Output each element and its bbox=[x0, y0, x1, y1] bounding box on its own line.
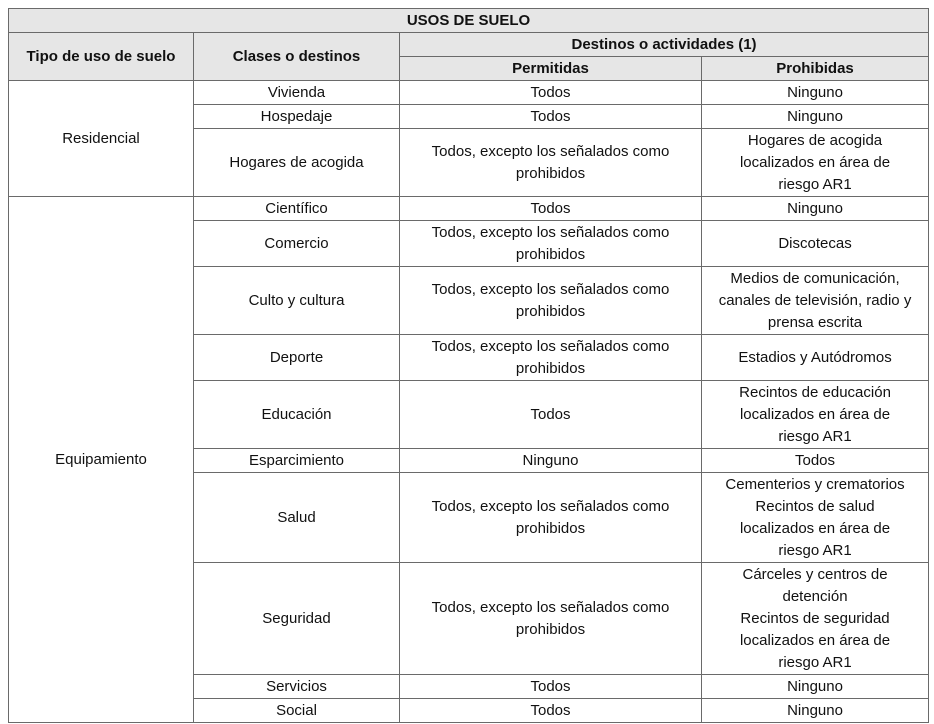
cell-prohibidas bbox=[702, 335, 929, 381]
cell-line: Ninguno bbox=[787, 701, 843, 719]
cell-prohibidas bbox=[702, 129, 929, 197]
cell-line: prohibidos bbox=[515, 519, 586, 537]
cell-line: Todos, excepto los señalados como bbox=[431, 598, 670, 616]
cell-clase: Social bbox=[194, 699, 400, 723]
header-clases: Clases o destinos bbox=[194, 33, 400, 81]
cell-line: prohibidos bbox=[515, 359, 586, 377]
cell-clase: Vivienda bbox=[194, 81, 400, 105]
cell-prohibidas bbox=[702, 449, 929, 473]
cell-prohibidas bbox=[702, 381, 929, 449]
cell-prohibidas bbox=[702, 699, 929, 723]
table-row bbox=[9, 197, 929, 221]
cell-line: riesgo AR1 bbox=[778, 653, 852, 671]
cell-line: Todos, excepto los señalados como bbox=[431, 142, 670, 160]
cell-prohibidas bbox=[702, 81, 929, 105]
cell-prohibidas bbox=[702, 473, 929, 563]
cell-clase: Deporte bbox=[194, 335, 400, 381]
cell-line: Todos bbox=[530, 405, 571, 423]
cell-clase: Seguridad bbox=[194, 563, 400, 675]
cell-line: detención bbox=[782, 587, 848, 605]
cell-clase: Educación bbox=[194, 381, 400, 449]
cell-permitidas bbox=[400, 675, 702, 699]
cell-clase: Hospedaje bbox=[194, 105, 400, 129]
cell-line: Ninguno bbox=[787, 83, 843, 101]
cell-permitidas bbox=[400, 473, 702, 563]
cell-line: prensa escrita bbox=[767, 313, 863, 331]
cell-line: Todos, excepto los señalados como bbox=[431, 497, 670, 515]
cell-line: canales de televisión, radio y bbox=[718, 291, 912, 309]
cell-clase: Esparcimiento bbox=[194, 449, 400, 473]
cell-prohibidas bbox=[702, 105, 929, 129]
cell-clase: Servicios bbox=[194, 675, 400, 699]
header-destinos: Destinos o actividades (1) bbox=[400, 33, 929, 57]
cell-line: Recintos de salud bbox=[755, 497, 875, 515]
cell-permitidas bbox=[400, 699, 702, 723]
cell-line: Estadios y Autódromos bbox=[738, 348, 892, 366]
cell-line: Cementerios y crematorios bbox=[725, 475, 905, 493]
cell-prohibidas bbox=[702, 197, 929, 221]
header-prohibidas: Prohibidas bbox=[702, 57, 929, 81]
cell-line: Todos, excepto los señalados como bbox=[431, 337, 670, 355]
cell-line: Ninguno bbox=[787, 199, 843, 217]
cell-prohibidas bbox=[702, 267, 929, 335]
cell-prohibidas bbox=[702, 563, 929, 675]
cell-line: Ninguno bbox=[787, 677, 843, 695]
cell-line: Todos, excepto los señalados como bbox=[431, 223, 670, 241]
cell-prohibidas bbox=[702, 221, 929, 267]
cell-line: prohibidos bbox=[515, 620, 586, 638]
cell-line: Discotecas bbox=[778, 234, 852, 252]
cell-clase: Salud bbox=[194, 473, 400, 563]
header-permitidas: Permitidas bbox=[400, 57, 702, 81]
cell-line: prohibidos bbox=[515, 164, 586, 182]
cell-line: Todos, excepto los señalados como bbox=[431, 280, 670, 298]
cell-permitidas bbox=[400, 563, 702, 675]
cell-line: prohibidos bbox=[515, 245, 586, 263]
cell-line: Hogares de acogida bbox=[747, 131, 883, 149]
cell-clase: Hogares de acogida bbox=[194, 129, 400, 197]
cell-permitidas bbox=[400, 449, 702, 473]
cell-line: localizados en área de bbox=[739, 519, 891, 537]
cell-prohibidas bbox=[702, 675, 929, 699]
cell-tipo: Equipamiento bbox=[9, 197, 194, 723]
cell-line: riesgo AR1 bbox=[778, 427, 852, 445]
cell-line: localizados en área de bbox=[739, 631, 891, 649]
cell-line: Ninguno bbox=[522, 451, 579, 469]
cell-permitidas bbox=[400, 381, 702, 449]
cell-line: Cárceles y centros de bbox=[742, 565, 888, 583]
cell-permitidas bbox=[400, 81, 702, 105]
cell-line: Ninguno bbox=[787, 107, 843, 125]
cell-line: riesgo AR1 bbox=[778, 541, 852, 559]
cell-line: localizados en área de bbox=[739, 405, 891, 423]
cell-tipo: Residencial bbox=[9, 81, 194, 197]
cell-line: prohibidos bbox=[515, 302, 586, 320]
table-row bbox=[9, 81, 929, 105]
cell-line: riesgo AR1 bbox=[778, 175, 852, 193]
cell-clase: Comercio bbox=[194, 221, 400, 267]
cell-line: Todos bbox=[530, 701, 571, 719]
cell-permitidas bbox=[400, 129, 702, 197]
header-tipo: Tipo de uso de suelo bbox=[9, 33, 194, 81]
cell-line: localizados en área de bbox=[739, 153, 891, 171]
cell-clase: Culto y cultura bbox=[194, 267, 400, 335]
cell-line: Recintos de educación bbox=[739, 383, 891, 401]
cell-permitidas bbox=[400, 221, 702, 267]
cell-permitidas bbox=[400, 197, 702, 221]
table-title: USOS DE SUELO bbox=[9, 9, 929, 33]
cell-line: Todos bbox=[795, 451, 836, 469]
land-use-table bbox=[8, 8, 929, 723]
cell-permitidas bbox=[400, 105, 702, 129]
cell-clase: Científico bbox=[194, 197, 400, 221]
cell-permitidas bbox=[400, 335, 702, 381]
cell-permitidas bbox=[400, 267, 702, 335]
cell-line: Todos bbox=[530, 107, 571, 125]
cell-line: Todos bbox=[530, 677, 571, 695]
cell-line: Todos bbox=[530, 199, 571, 217]
cell-line: Medios de comunicación, bbox=[730, 269, 900, 287]
cell-line: Todos bbox=[530, 83, 571, 101]
cell-line: Recintos de seguridad bbox=[740, 609, 890, 627]
